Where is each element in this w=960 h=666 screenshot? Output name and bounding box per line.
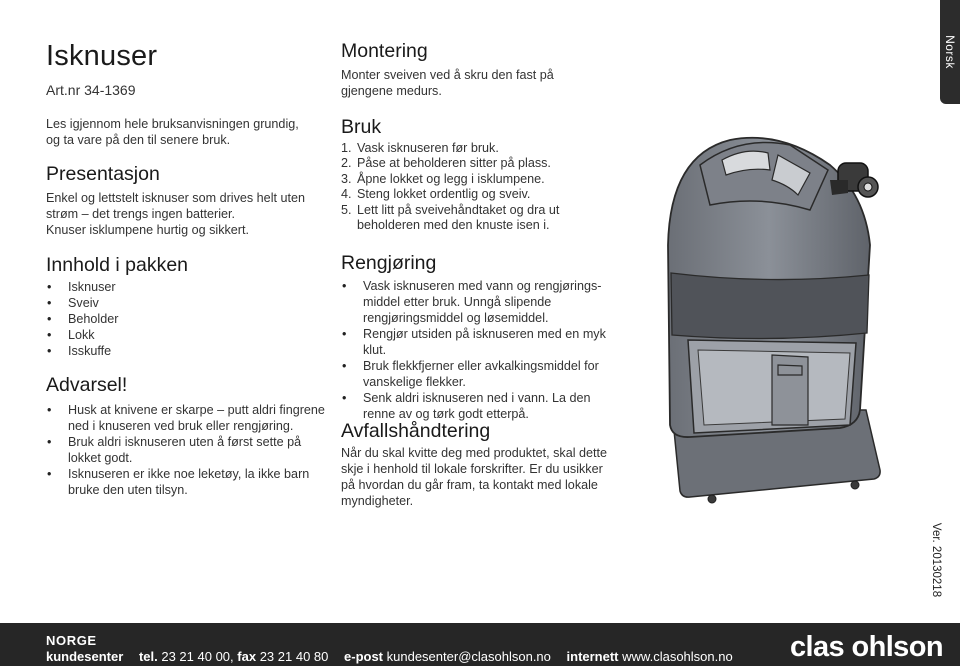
avfall-text [341,445,607,509]
footer [0,623,960,666]
cleaning-line: renne av og tørk godt etterpå. [363,407,529,421]
warning-line: • Husk at knivene er skarpe – putt aldri fingrene [68,403,325,417]
epost-label: e-post [344,649,384,664]
tel-label: tel. [138,649,158,664]
avfall-line: på hvordan du går fram, ta kontakt med lokale [341,478,598,492]
avfall-line: Når du skal kvitte deg med produktet, skal dette [341,446,608,460]
heading-avfall: Avfallshåndtering [341,420,491,442]
avfall-line: myndigheter. [341,494,414,508]
montering-text [341,67,554,99]
list-item [341,141,559,156]
warning-line: ned i knuseren ved bruk eller rengjøring. [68,419,294,433]
intro-line: Les igjennom hele bruksanvisningen grundig, [46,117,299,131]
list-item: • Sveiv [46,296,118,312]
step-number: 4. [341,187,352,202]
list-item [46,402,325,434]
step-line: Vask isknuseren før bruk. [357,141,499,155]
heading-montering: Montering [341,40,428,62]
avfall-line: skje i henhold til lokale forskrifter. Er du usikker [341,462,603,476]
cleaning-line: middel etter bruk. Unngå slipende [363,295,552,309]
language-tab [940,0,960,104]
list-item [341,187,559,202]
list-item [341,326,621,358]
step-line: Påse at beholderen sitter på plass. [357,156,551,171]
heading-innhold: Innhold i pakken [46,254,189,276]
cleaning-line: vanskelige flekker. [363,375,466,389]
presentasjon-text [46,190,305,238]
list-item [46,434,325,466]
heading-presentasjon: Presentasjon [46,163,160,185]
article-number: Art.nr 34-1369 [46,82,136,98]
step-line: beholderen med den knuste isen i. [357,218,550,233]
list-item: • Beholder [46,312,118,328]
tel-number: 23 21 40 00, [161,649,234,664]
footer-contact-line [46,649,733,664]
heading-rengjoring: Rengjøring [341,252,437,274]
list-item [341,278,621,326]
heading-advarsel: Advarsel! [46,374,128,396]
list-item: • Isskuffe [46,344,118,360]
language-tab-label: Norsk [943,35,957,69]
step-line: Åpne lokket og legg i isklumpene. [357,171,545,186]
montering-line: gjengene medurs. [341,84,442,98]
warning-line: lokket godt. [68,451,133,465]
step-line: Steng lokket ordentlig og sveiv. [357,187,531,202]
step-number: 3. [341,171,352,186]
presentasjon-line: strøm – det trengs ingen batterier. [46,207,235,221]
fax-number: 23 21 40 80 [259,649,329,664]
warning-line: bruke den uten tilsyn. [68,483,188,497]
clas-ohlson-logo: clas ohlson [790,631,943,663]
step-number: 1. [341,141,352,155]
list-item [46,466,325,498]
footer-country: NORGE [46,633,97,648]
intro-line: og ta vare på den til senere bruk. [46,133,231,147]
step-line: Lett litt på sveivehåndtaket og dra ut [357,202,560,217]
list-item [341,203,559,234]
usage-steps [341,141,559,233]
cleaning-line: • Bruk flekkfjerner eller avkalkingsmiddel for [363,359,599,373]
cleaning-line: rengjøringsmiddel og løsemiddel. [363,311,549,325]
intro-text [46,116,311,148]
list-item [341,156,559,171]
warning-line: • Isknuseren er ikke noe leketøy, la ikke barn [68,467,310,481]
fax-label: fax [237,649,257,664]
cleaning-line: • Vask isknuseren med vann og rengjørings- [363,279,602,293]
warning-line: • Bruk aldri isknuseren uten å først sette på [68,435,302,449]
warning-list [46,402,325,498]
list-item [341,390,621,422]
montering-line: Monter sveiven ved å skru den fast på [341,68,554,82]
step-number: 5. [341,202,352,217]
email-link[interactable]: kundesenter@clasohlson.no [386,649,551,664]
cleaning-list [341,278,621,422]
cleaning-line: • Senk aldri isknuseren ned i vann. La den [363,391,591,405]
presentasjon-line: Enkel og lettstelt isknuser som drives helt uten [46,191,305,205]
kundesenter-label: kundesenter [46,649,124,664]
website-link[interactable]: www.clasohlson.no [622,649,733,664]
list-item: • Lokk [46,328,118,344]
step-number: 2. [341,156,352,171]
cleaning-line: • Rengjør utsiden på isknuseren med en myk klut. [363,327,606,357]
ice-crusher-illustration [660,125,890,510]
list-item [341,172,559,187]
contents-list [46,280,118,360]
version-label: Ver. 20130218 [930,522,942,598]
list-item: • Isknuser [46,280,118,296]
page-title: Isknuser [46,40,158,72]
internett-label: internett [566,649,619,664]
presentasjon-line: Knuser isklumpene hurtig og sikkert. [46,223,249,237]
list-item [341,358,621,390]
heading-bruk: Bruk [341,116,382,138]
